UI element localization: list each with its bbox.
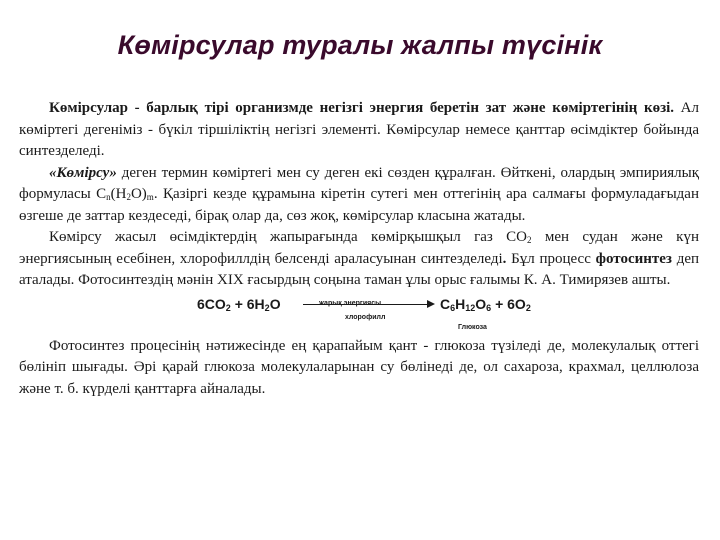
co2-sub: 2 bbox=[527, 235, 532, 245]
slide-body bbox=[19, 98, 699, 400]
formula-sub-n: n bbox=[106, 192, 111, 202]
reaction-arrow bbox=[303, 304, 433, 305]
term-text-1: деген термин көміртегі мен су деген екі сөзден құралған. Өйткені, олардың эмпириялық формуласы C bbox=[19, 164, 699, 202]
glucose-label: Глюкоза bbox=[458, 323, 487, 331]
formula-sub-2: 2 bbox=[126, 192, 131, 202]
formula-sub-m: m bbox=[146, 192, 154, 202]
term-text-4: . Қазіргі кезде құрамына кіретін сутегі мен оттегінің ара салмағы формуладағыдан өзгеше де заттар кездеседі, бірақ олар да, сөз жоқ, көмірсулар класына жатады. bbox=[19, 186, 699, 224]
arrow-condition-chlorophyll: хлорофилл bbox=[345, 313, 386, 321]
equation-products: $C_6H_{12}O_6 + 6O_2$ bbox=[440, 295, 531, 313]
photo-text-1: Көмірсу жасыл өсімдіктердің жапырағында көмірқышқыл газ CO bbox=[49, 229, 528, 245]
equation-reactants: $6CO_2 + 6H_2O$ bbox=[197, 295, 281, 313]
photo-text-3: Бұл процесс bbox=[511, 250, 596, 267]
photo-text-4: деп аталады. Фотосинтездің мәнін XIX ғасырдың соңына таман ұлы орыс ғалымы К. А. Тимирязев ашты. bbox=[19, 250, 700, 288]
photo-period: . bbox=[502, 250, 512, 267]
definition-text: Ал көміртегі дегеніміз - бүкіл тіршіліктің негізгі элементі. Көмірсулар немесе қанттар өсімдіктер бойында синтезделеді. bbox=[19, 100, 699, 159]
term-text-3: O) bbox=[130, 186, 147, 202]
paragraph-definition bbox=[19, 98, 699, 163]
photosynthesis-term: фотосинтез bbox=[595, 250, 672, 267]
slide-title: Көмірсулар туралы жалпы түсінік bbox=[117, 30, 603, 60]
paragraph-result: Фотосинтез процесінің нәтижесінде ең қарапайым қант - глюкоза түзіледі де, молекулалық оттегі бөлініп шығады. Әрі қарай глюкоза молекулаларынан су бөлінеді де, ол сахароза, крахмал, целлюлоза және т. б. күрделі қанттарға айналады. bbox=[19, 337, 699, 397]
term-text-2: (H bbox=[110, 186, 127, 202]
definition-lead: Көмірсулар - барлық тірі организмде негізгі энергия беретін зат және көміртегінің көзі. bbox=[49, 100, 675, 116]
term-name: «Көмірсу» bbox=[49, 164, 117, 181]
paragraph-photosynthesis bbox=[19, 227, 699, 292]
paragraph-term bbox=[19, 163, 699, 228]
photosynthesis-equation bbox=[19, 292, 699, 336]
photo-text-2: мен судан және күн энергиясының есебінен, хлорофиллдің белсенді араласуынан синтезделеді bbox=[19, 229, 699, 267]
